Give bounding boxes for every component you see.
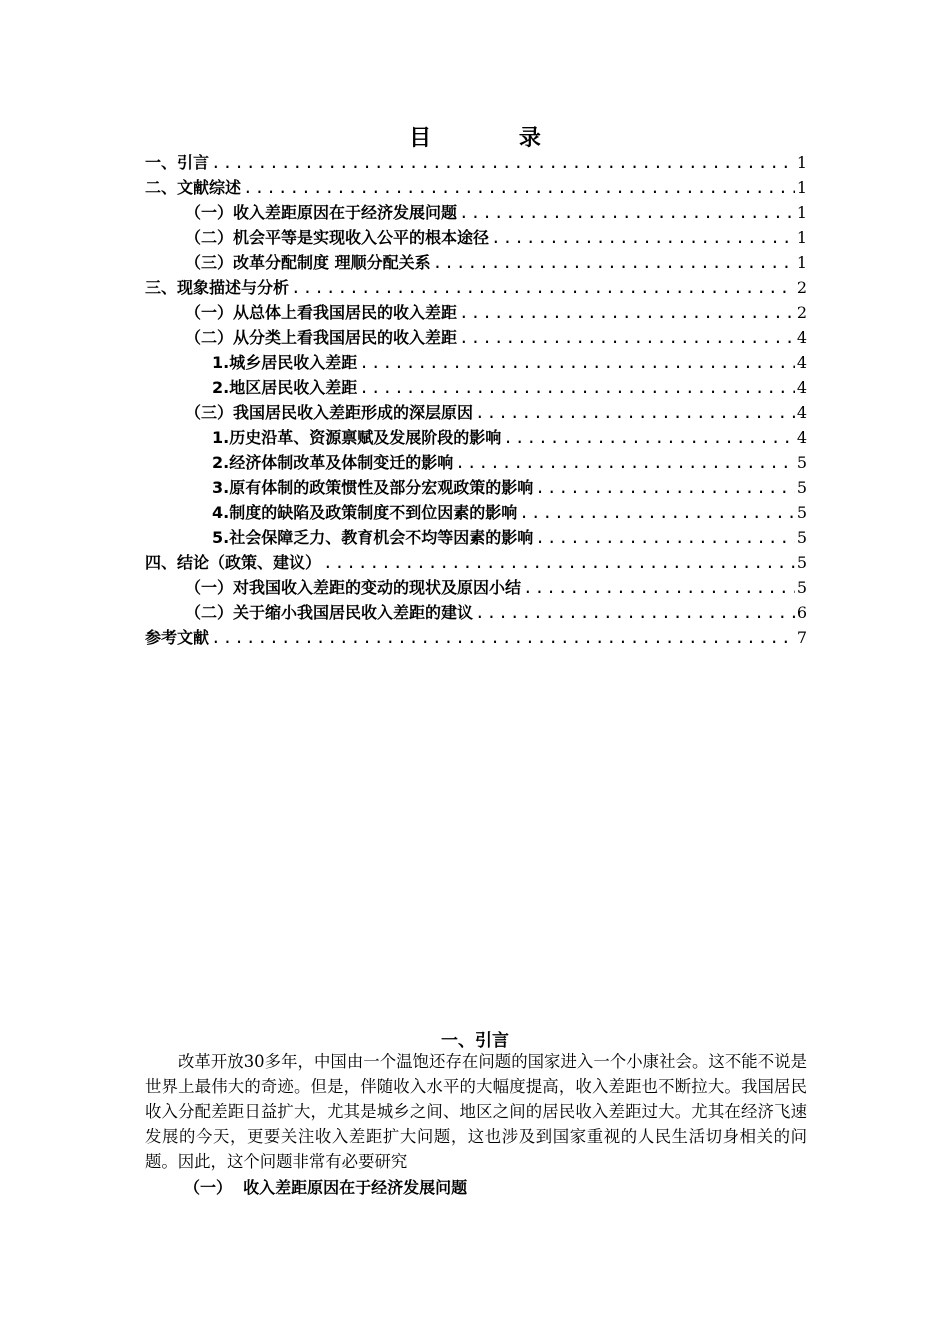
toc-entry-page: 1 bbox=[796, 203, 807, 222]
toc-title: 目 录 bbox=[409, 126, 581, 151]
toc-entry-label: （二）关于缩小我国居民收入差距的建议 bbox=[185, 603, 474, 622]
toc-dot-leader bbox=[455, 450, 795, 475]
toc-entry-page: 2 bbox=[796, 303, 807, 322]
toc-entry-page: 5 bbox=[796, 503, 807, 522]
toc-entry-label: 四、结论（政策、建议） bbox=[145, 553, 322, 572]
toc-entry-label: （一）对我国收入差距的变动的现状及原因小结 bbox=[185, 578, 522, 597]
toc-entry-page: 4 bbox=[796, 353, 807, 372]
toc-dot-leader bbox=[459, 325, 795, 350]
toc-dot-leader bbox=[459, 300, 795, 325]
toc-entry bbox=[145, 400, 807, 425]
toc-entry-page: 4 bbox=[796, 403, 807, 422]
toc-dot-leader bbox=[475, 400, 795, 425]
toc-entry-label: （二）从分类上看我国居民的收入差距 bbox=[185, 328, 458, 347]
toc-entry bbox=[145, 525, 807, 550]
toc-dot-leader bbox=[323, 550, 795, 575]
toc-entry bbox=[145, 150, 807, 175]
toc-dot-leader bbox=[433, 250, 795, 275]
section-heading: 一、引言 bbox=[441, 1031, 509, 1051]
toc-entry bbox=[145, 175, 807, 200]
toc-dot-leader bbox=[491, 225, 795, 250]
toc-entry-label: 参考文献 bbox=[145, 628, 210, 647]
toc-entry bbox=[145, 500, 807, 525]
toc-entry-label: 5.社会保障乏力、教育机会不均等因素的影响 bbox=[212, 528, 534, 547]
toc-entry bbox=[145, 250, 807, 275]
toc-entry-page: 1 bbox=[796, 253, 807, 272]
toc-entry-page: 1 bbox=[796, 228, 807, 247]
toc-entry bbox=[145, 625, 807, 650]
toc-entry-page: 4 bbox=[796, 328, 807, 347]
toc-dot-leader bbox=[535, 525, 795, 550]
toc-entry-page: 4 bbox=[796, 428, 807, 447]
table-of-contents bbox=[145, 150, 807, 650]
toc-entry-label: 2.地区居民收入差距 bbox=[212, 378, 358, 397]
toc-entry bbox=[145, 375, 807, 400]
toc-entry-page: 5 bbox=[796, 453, 807, 472]
toc-dot-leader bbox=[359, 350, 795, 375]
toc-entry bbox=[145, 600, 807, 625]
intro-paragraph: 改革开放30多年，中国由一个温饱还存在问题的国家进入一个小康社会。这不能不说是世界上最伟大的奇迹。但是，伴随收入水平的大幅度提高，收入差距也不断拉大。我国居民收入分配差距日益扩大，尤其是城乡之间、地区之间的居民收入差距过大。尤其在经济飞速发展的今天，更要关注收入差距扩大问题，这也涉及到国家重视的人民生活切身相关的问题。因此，这个问题非常有必要研究 bbox=[145, 1052, 807, 1171]
toc-entry-page: 4 bbox=[796, 378, 807, 397]
toc-entry-label: （三）我国居民收入差距形成的深层原因 bbox=[185, 403, 474, 422]
toc-entry bbox=[145, 325, 807, 350]
toc-entry bbox=[145, 550, 807, 575]
toc-entry-label: 1.城乡居民收入差距 bbox=[212, 353, 358, 372]
toc-entry-label: 3.原有体制的政策惯性及部分宏观政策的影响 bbox=[212, 478, 534, 497]
toc-entry bbox=[145, 275, 807, 300]
toc-dot-leader bbox=[519, 500, 795, 525]
toc-entry-label: 三、现象描述与分析 bbox=[145, 278, 290, 297]
toc-dot-leader bbox=[523, 575, 795, 600]
toc-dot-leader bbox=[291, 275, 795, 300]
toc-entry-page: 5 bbox=[796, 553, 807, 572]
toc-dot-leader bbox=[459, 200, 795, 225]
subsection-heading: （一） 收入差距原因在于经济发展问题 bbox=[184, 1178, 468, 1197]
toc-dot-leader bbox=[475, 600, 795, 625]
toc-entry bbox=[145, 300, 807, 325]
toc-entry-label: （一）从总体上看我国居民的收入差距 bbox=[185, 303, 458, 322]
toc-entry-page: 1 bbox=[796, 178, 807, 197]
toc-dot-leader bbox=[211, 625, 795, 650]
toc-entry-page: 5 bbox=[796, 528, 807, 547]
toc-entry-label: （一）收入差距原因在于经济发展问题 bbox=[185, 203, 458, 222]
toc-entry-label: 4.制度的缺陷及政策制度不到位因素的影响 bbox=[212, 503, 518, 522]
toc-dot-leader bbox=[211, 150, 795, 175]
toc-entry bbox=[145, 575, 807, 600]
toc-entry-label: 1.历史沿革、资源禀赋及发展阶段的影响 bbox=[212, 428, 502, 447]
toc-entry-page: 6 bbox=[796, 603, 807, 622]
toc-entry bbox=[145, 425, 807, 450]
toc-entry-label: 一、引言 bbox=[145, 153, 210, 172]
toc-dot-leader bbox=[243, 175, 795, 200]
toc-dot-leader bbox=[535, 475, 795, 500]
toc-entry-label: （三）改革分配制度 理顺分配关系 bbox=[185, 253, 431, 272]
toc-entry-page: 2 bbox=[796, 278, 807, 297]
toc-entry bbox=[145, 350, 807, 375]
toc-entry-label: 二、文献综述 bbox=[145, 178, 242, 197]
toc-entry-page: 7 bbox=[796, 628, 807, 647]
toc-entry-page: 1 bbox=[796, 153, 807, 172]
toc-entry-page: 5 bbox=[796, 578, 807, 597]
toc-entry bbox=[145, 475, 807, 500]
toc-dot-leader bbox=[503, 425, 795, 450]
toc-entry bbox=[145, 225, 807, 250]
toc-entry-page: 5 bbox=[796, 478, 807, 497]
toc-entry-label: （二）机会平等是实现收入公平的根本途径 bbox=[185, 228, 490, 247]
toc-entry-label: 2.经济体制改革及体制变迁的影响 bbox=[212, 453, 454, 472]
toc-dot-leader bbox=[359, 375, 795, 400]
toc-entry bbox=[145, 200, 807, 225]
toc-entry bbox=[145, 450, 807, 475]
